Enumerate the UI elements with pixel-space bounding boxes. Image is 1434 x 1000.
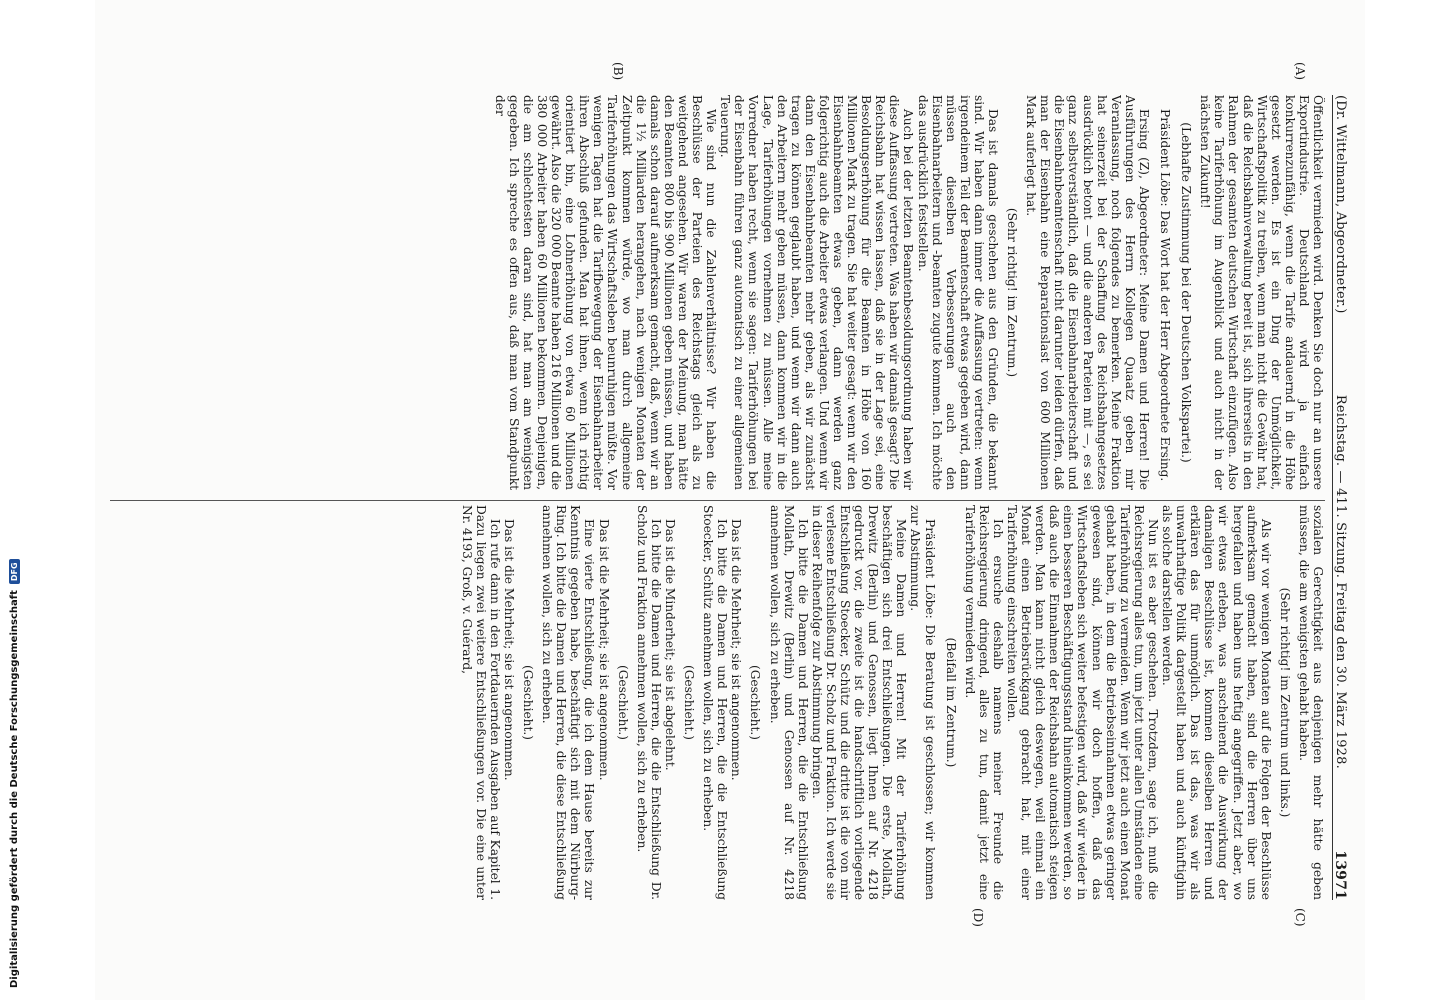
interjection: (Geschieht.): [521, 664, 536, 741]
paragraph: Das ist die Mehrheit; sie ist angenommen.: [502, 519, 517, 781]
interjection: (Beifall im Zentrum.): [943, 637, 958, 768]
interjection: (Sehr richtig! im Zentrum und links.): [1277, 587, 1292, 818]
paragraph: Das ist die Mehrheit; sie ist angenommen.: [596, 519, 611, 781]
column-right: [110, 505, 1325, 900]
margin-mark-b: (B): [611, 62, 625, 81]
paragraph: Präsident Löbe: Das Wort hat der Herr Abgeordnete Ersing.: [1158, 109, 1173, 482]
paragraph: Ersing (Z), Abgeordneter: Meine Damen und Herren! Die Ausführungen des Herrn Kollegen Quaatz geben mir Veranlassung, noch folgendes zu bemerken. Meine Fraktion hat seinerzeit bei der Schaffung des Reichsbahngesetzes ausdrücklich betont — und die anderen Parteien mit —, es sei ganz selbstverständlich, daß die Eisenbahnarbeiterschaft und die Eisenbahnbeamtenschaft nicht darunter leiden dürfen, daß man der Eisenbahn eine Reparationslast von 600 Millionen Mark auferlegt hat.: [1024, 95, 1151, 490]
paragraph: Eine vierte Entschließung, die ich dem Hause bereits zur Kenntnis gegeben habe, beschäftigt sich mit dem Nürburg-Ring. Ich bitte die Damen und Herren, die diese Entschließung annehmen wollen, sich zu erheben.: [540, 505, 597, 900]
paragraph: Ich bitte die Damen und Herren, die die Entschließung Stoecker, Schütz annehmen wollen, sich zu erheben.: [701, 505, 730, 900]
paragraph: Meine Damen und Herren! Mit der Tariferhöhung beschäftigen sich drei Entschließungen. Die erste, Mollath, Drewitz (Berlin) und Genossen, liegt Ihnen auf Nr. 4218 gedruckt vor, die zweite ist die handschriftlich vorliegende Entschließung Stoecker, Schütz und die dritte ist die von mir verlesene Entschließung Dr. Scholz und Fraktion. Ich werde sie in dieser Reihenfolge zur Abstimmung bringen.: [809, 505, 909, 900]
paragraph: Ich bitte die Damen und Herren, die die Entschließung Dr. Scholz und Fraktion annehmen wollen, sich zu erheben.: [634, 505, 663, 900]
page-number: 13971: [1332, 850, 1349, 900]
paragraph: Nun ist es aber geschehen. Trotzdem, sage ich, muß die Reichsregierung alles tun, um jetzt unter allen Umständen eine Tariferhöhung zu vermeiden. Wenn wir jetzt auch einen Monat gehabt haben, in dem die Betriebseinnahmen etwas geringer gewesen sind, können wir doch hoffen, daß das Wirtschaftsleben sich weiter befestigen wird, daß wir wieder in einen besseren Beschäftigungsstand hineinkommen werden, so daß auch die Einnahmen der Reichsbahn automatisch steigen werden. Man kann nicht gleich deswegen, weil einmal ein Monat einen Betriebsrückgang gebracht hat, mit einer Tariferhöhung einschreiten wollen.: [1005, 505, 1160, 900]
header-speaker: (Dr. Wittelmann, Abgeordneter.): [1333, 95, 1349, 314]
digitization-footer: [4, 0, 24, 1000]
paragraph: Das ist die Minderheit; sie ist abgelehnt.: [662, 519, 677, 771]
scanned-page: [95, 0, 1365, 1000]
paragraph: sozialen Gerechtigkeit aus denjenigen mehr hätte geben müssen, die am wenigsten gehabt haben.: [1296, 505, 1325, 900]
paragraph: Ich rufe dann in den Fortdauernden Ausgaben auf Kapitel 1. Dazu liegen zwei weitere Entschließungen vor. Die eine unter Nr. 4193, Groß, v. Guérard,: [459, 505, 502, 900]
paragraph: Wie sind nun die Zahlenverhältnisse? Wir haben die Beschlüsse der Parteien des Reichstags gleich als zu weitgehend angesehen. Wir waren der Meinung, man hätte den Beamten 800 bis 900 Millionen geben müssen, und haben damals schon darauf aufmerksam gemacht, daß, wenn wir an die 1½ Milliarden herangehen, nach wenigen Monaten der Zeitpunkt kommen würde, wo man durch allgemeine Tariferhöhungen das Wirtschaftsleben beunruhigen müßte. Vor wenigen Tagen hat die Tarifbewegung der Eisenbahnarbeiter ihren Abschluß gefunden. Man hat ihnen, wenn ich richtig orientiert bin, eine Lohnerhöhung von etwa 60 Millionen gewährt. Also die 320 000 Beamte haben 216 Millionen und die 380 000 Arbeiter haben 60 Millionen bekommen. Denjenigen, die am schlechtesten daran sind, hat man am wenigsten gegeben. Ich spreche es offen aus, daß man vom Standpunkt der: [492, 95, 719, 490]
column-left: [110, 95, 1325, 490]
digitization-credit: Digitalisierung gefördert durch die Deutsche Forschungsgemeinschaft: [8, 590, 20, 988]
interjection: (Geschieht.): [615, 664, 630, 741]
margin-mark-c: (C): [1293, 908, 1307, 927]
paragraph: Auch bei der letzten Beamtenbesoldungsordnung haben wir diese Auffassung vertreten. Was haben wir damals gesagt? Die Reichsbahn hat wissen lassen, daß sie in der Lage sei, eine Besoldungserhöhung für die Beamten in Höhe von 160 Millionen Mark zu tragen. Sie hat weiter gesagt: wenn wir den Eisenbahnbeamten etwas geben, dann werden ganz folgerichtig auch die Arbeiter etwas verlangen. Und wenn wir dann den Eisenbahnbeamten mehr geben, als wir zunächst tragen zu können geglaubt haben, und wenn wir dann auch den Arbeitern mehr geben müssen, dann kommen wir in die Lage, Tariferhöhungen vornehmen zu müssen. Alle meine Vorredner haben recht, wenn sie sagen: Tariferhöhungen bei der Eisenbahn führen ganz automatisch zu einer allgemeinen Teuerung.: [718, 95, 916, 490]
paragraph: Öffentlichkeit vermieden wird. Denken Sie doch nur an unsere Exportindustrie. Deutschland wird ja einfach konkurrenzunfähig, wenn die Tarife andauernd in die Höhe gesetzt werden. Es ist ein Ding der Unmöglichkeit, Wirtschaftspolitik zu treiben, wenn man nicht die Gewähr hat, daß die Reichsbahnverwaltung bereit ist, sich ihrerseits in den Rahmen der gesamten deutschen Wirtschaft einzufügen. Also keine Tariferhöhung im Augenblick und auch nicht in der nächsten Zukunft!: [1198, 95, 1325, 490]
paragraph: Das ist damals geschehen aus den Gründen, die bekannt sind. Wir haben dann immer die Auffassung vertreten: wenn irgendeinem Teil der Beamtenschaft etwas gegeben wird, dann müssen dieselben Verbesserungen auch den Eisenbahnarbeitern und -beamten zugute kommen. Ich möchte das ausdrücklich feststellen.: [915, 95, 1001, 490]
margin-mark-d: (D): [971, 908, 985, 927]
header-title: Reichstag. — 411. Sitzung. Freitag den 30. März 1928.: [1333, 394, 1349, 769]
interjection: (Geschieht.): [748, 664, 763, 741]
interjection: (Geschieht.): [682, 664, 697, 741]
running-header: [1332, 95, 1355, 900]
dfg-logo: DFG: [9, 559, 20, 584]
paragraph: Das ist die Mehrheit; sie ist angenommen.: [729, 519, 744, 781]
interjection: (Sehr richtig! im Zentrum.): [1005, 207, 1020, 378]
paragraph: Ich ersuche deshalb namens meiner Freunde die Reichsregierung dringend, alles zu tun, damit jetzt eine Tariferhöhung vermieden wird.: [962, 505, 1005, 900]
margin-mark-a: (A): [1293, 62, 1307, 81]
paragraph: Als wir vor wenigen Monaten auf die Folgen der Beschlüsse aufmerksam gemacht haben, sind die Herren über uns hergefallen und haben uns heftig angegriffen. Jetzt aber, wo wir etwas erleben, was anscheinend die Auswirkung der damaligen Beschlüsse ist, kommen dieselben Herren und erklären das für unmöglich. Das ist das, was wir als unwahrhaftige Politik dargestellt haben und auch künftighin als solche darstellen werden.: [1160, 505, 1273, 900]
page-content-rotated: [95, 0, 1365, 1000]
paragraph: Präsident Löbe: Die Beratung ist geschlossen; wir kommen zur Abstimmung.: [908, 505, 937, 900]
column-rule: [110, 500, 1325, 501]
interjection: (Lebhafte Zustimmung bei der Deutschen Volkspartei.): [1179, 122, 1194, 463]
paragraph: Ich bitte die Damen und Herren, die die Entschließung Mollath, Drewitz (Berlin) und Genossen auf Nr. 4218 annehmen wollen, sich zu erheben.: [767, 505, 810, 900]
